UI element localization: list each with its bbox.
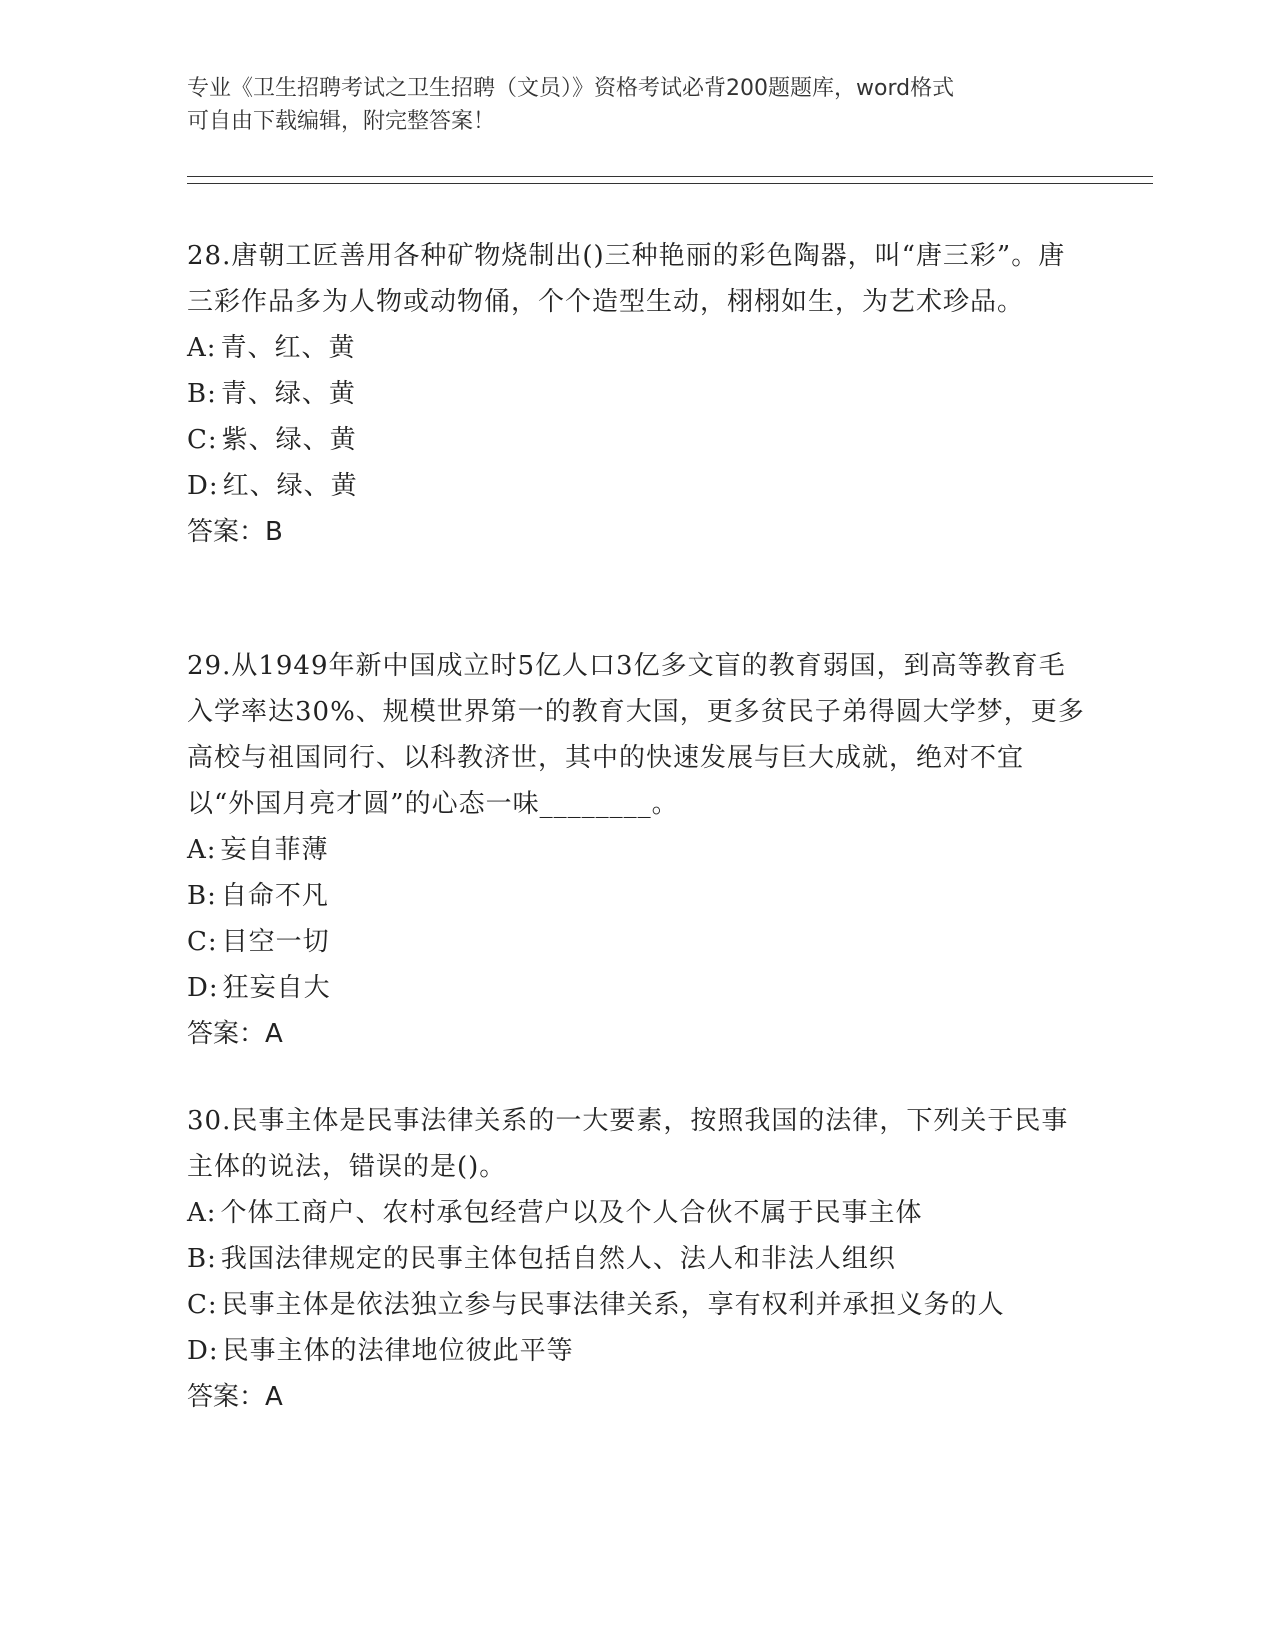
option-text: 青、红、黄: [220, 333, 356, 363]
option-key: B:: [187, 1244, 217, 1274]
option-a: [187, 325, 1087, 371]
header-divider-bottom: [187, 183, 1153, 184]
document-header: [187, 72, 1087, 138]
option-key: B:: [187, 881, 217, 911]
option-text: 妄自菲薄: [220, 835, 329, 865]
option-text: 自命不凡: [220, 881, 329, 911]
option-c: [187, 919, 1087, 965]
option-key: D:: [187, 471, 219, 501]
option-text: 青、绿、黄: [220, 379, 356, 409]
option-key: D:: [187, 973, 219, 1003]
option-key: C:: [187, 927, 218, 957]
option-text: 民事主体是依法独立参与民事法律关系，享有权利并承担义务的人: [221, 1290, 1005, 1320]
option-b: [187, 873, 1087, 919]
option-c: [187, 417, 1087, 463]
option-text: 目空一切: [221, 927, 330, 957]
option-d: [187, 463, 1087, 509]
option-text: 红、绿、黄: [222, 471, 358, 501]
option-c: [187, 1282, 1087, 1328]
header-title-line-1: 专业《卫生招聘考试之卫生招聘（文员）》资格考试必背200题题库，word格式: [187, 76, 955, 101]
answer-line: 答案：A: [187, 1382, 283, 1412]
option-text: 民事主体的法律地位彼此平等: [222, 1336, 574, 1366]
option-key: C:: [187, 425, 218, 455]
header-divider-top: [187, 176, 1153, 177]
question-stem: 28.唐朝工匠善用各种矿物烧制出()三种艳丽的彩色陶器，叫“唐三彩”。唐三彩作品多为人物或动物俑，个个造型生动，栩栩如生，为艺术珍品。: [187, 241, 1066, 317]
option-d: [187, 965, 1087, 1011]
option-key: D:: [187, 1336, 219, 1366]
option-key: B:: [187, 379, 217, 409]
option-key: A:: [187, 835, 217, 865]
option-text: 紫、绿、黄: [221, 425, 357, 455]
option-key: A:: [187, 333, 217, 363]
answer-line: 答案：B: [187, 517, 283, 547]
option-b: [187, 1236, 1087, 1282]
option-a: [187, 1190, 1087, 1236]
question-30: [187, 1098, 1087, 1420]
option-text: 我国法律规定的民事主体包括自然人、法人和非法人组织: [220, 1244, 896, 1274]
question-stem: 29.从1949年新中国成立时5亿人口3亿多文盲的教育弱国，到高等教育毛入学率达30%、规模世界第一的教育大国，更多贫民子弟得圆大学梦，更多高校与祖国同行、以科教济世，其中的快速发展与巨大成就，绝对不宜以“外国月亮才圆”的心态一味________。: [187, 651, 1085, 819]
option-text: 个体工商户、农村承包经营户以及个人合伙不属于民事主体: [220, 1198, 923, 1228]
option-key: A:: [187, 1198, 217, 1228]
option-b: [187, 371, 1087, 417]
option-d: [187, 1328, 1087, 1374]
question-29: [187, 643, 1087, 1057]
header-title-line-2: 可自由下载编辑，附完整答案！: [187, 109, 496, 134]
option-text: 狂妄自大: [222, 973, 331, 1003]
option-a: [187, 827, 1087, 873]
answer-line: 答案：A: [187, 1019, 283, 1049]
question-28: [187, 233, 1087, 555]
option-key: C:: [187, 1290, 218, 1320]
question-stem: 30.民事主体是民事法律关系的一大要素，按照我国的法律，下列关于民事主体的说法，错误的是()。: [187, 1106, 1069, 1182]
